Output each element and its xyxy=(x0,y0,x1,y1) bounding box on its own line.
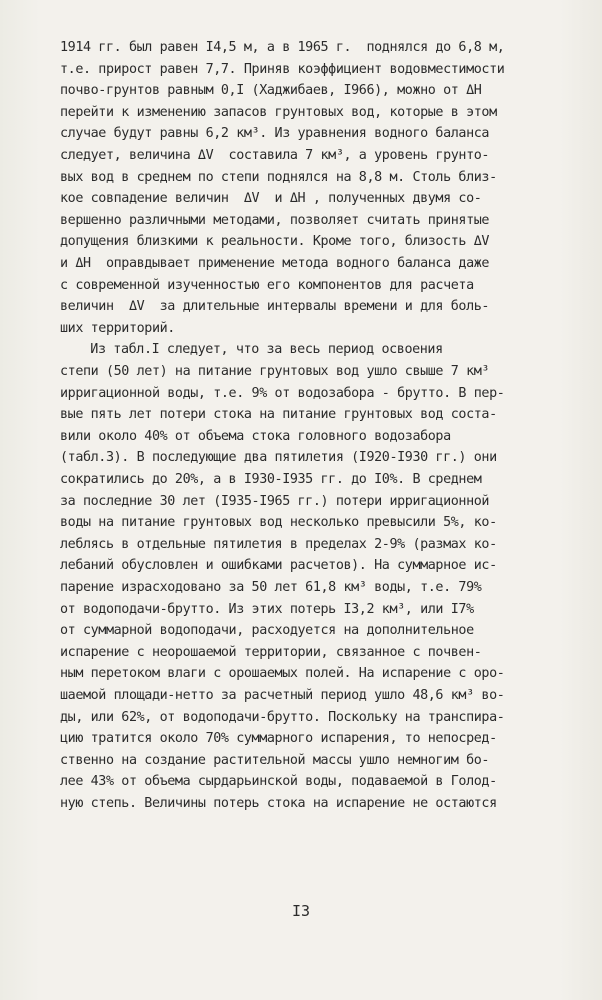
text-line: (табл.3). В последующие два пятилетия (I920-I930 гг.) они xyxy=(60,450,497,466)
text-line: с современной изученностью его компонентов для расчета xyxy=(60,277,474,293)
text-line: лебаний обусловлен и ошибками расчетов). На суммарное ис- xyxy=(60,558,497,574)
page-number: I3 xyxy=(291,902,311,920)
text-line: лее 43% от объема сырдарьинской воды, подаваемой в Голод- xyxy=(60,774,497,790)
text-line: от водоподачи-брутто. Из этих потерь I3,2 км³, или I7% xyxy=(60,601,474,617)
text-line: перейти к изменению запасов грунтовых вод, которые в этом xyxy=(60,104,497,120)
text-line: ную степь. Величины потерь стока на испарение не остаются xyxy=(60,796,497,811)
text-line: воды на питание грунтовых вод несколько превысили 5%, ко- xyxy=(60,515,497,531)
text-line: ным перетоком влаги с орошаемых полей. На испарение с оро- xyxy=(60,666,505,682)
text-line: шаемой площади-нетто за расчетный период ушло 48,6 км³ во- xyxy=(60,688,505,703)
text-line: ирригационной воды, т.е. 9% от водозабора - брутто. В пер- xyxy=(60,385,505,401)
text-line: сократились до 20%, а в I930-I935 гг. до I0%. В среднем xyxy=(60,472,482,487)
text-line: степи (50 лет) на питание грунтовых вод ушло свыше 7 км³ xyxy=(60,364,490,379)
text-line: почво-грунтов равным 0,I (Хаджибаев, I966), можно от ΔH xyxy=(60,83,482,99)
text-line: за последние 30 лет (I935-I965 гг.) потери ирригационной xyxy=(60,493,490,509)
text-line: и ΔH оправдывает применение метода водного баланса даже xyxy=(60,256,490,271)
text-line: от суммарной водоподачи, расходуется на дополнительное xyxy=(60,623,474,639)
text-line: величин ΔV за длительные интервалы времени и для боль- xyxy=(60,299,490,315)
text-line: вых вод в среднем по степи поднялся на 8,8 м. Столь близ- xyxy=(60,169,497,185)
text-line: парение израсходовано за 50 лет 61,8 км³ воды, т.е. 79% xyxy=(60,580,482,595)
text-line: вершенно различными методами, позволяет считать принятые xyxy=(60,212,490,228)
text-line: кое совпадение величин ΔV и ΔH , полученных двумя со- xyxy=(60,191,482,207)
text-line: ды, или 62%, от водоподачи-брутто. Поскольку на транспира- xyxy=(60,709,505,725)
text-line: ственно на создание растительной массы ушло немногим бо- xyxy=(60,752,490,768)
text-line: вые пять лет потери стока на питание грунтовых вод соста- xyxy=(60,407,497,423)
text-line: Из табл.I следует, что за весь период освоения xyxy=(52,342,443,358)
text-line: т.е. прирост равен 7,7. Приняв коэффициент водовместимости xyxy=(60,61,505,77)
text-line: цию тратится около 70% суммарного испарения, то непосред- xyxy=(60,731,497,747)
text-line: следует, величина ΔV составила 7 км³, а уровень грунто- xyxy=(60,148,490,163)
text-line: ших территорий. xyxy=(60,320,175,336)
text-line: случае будут равны 6,2 км³. Из уравнения водного баланса xyxy=(60,126,490,142)
text-line: леблясь в отдельные пятилетия в пределах 2-9% (размах ко- xyxy=(60,536,497,552)
text-line: 1914 гг. был равен I4,5 м, а в 1965 г. поднялся до 6,8 м, xyxy=(60,40,505,55)
text-line: вили около 40% от объема стока головного водозабора xyxy=(60,428,451,444)
text-line: допущения близкими к реальности. Кроме того, близость ΔV xyxy=(60,234,490,250)
text-line: испарение с неорошаемой территории, связанное с почвен- xyxy=(60,644,482,660)
